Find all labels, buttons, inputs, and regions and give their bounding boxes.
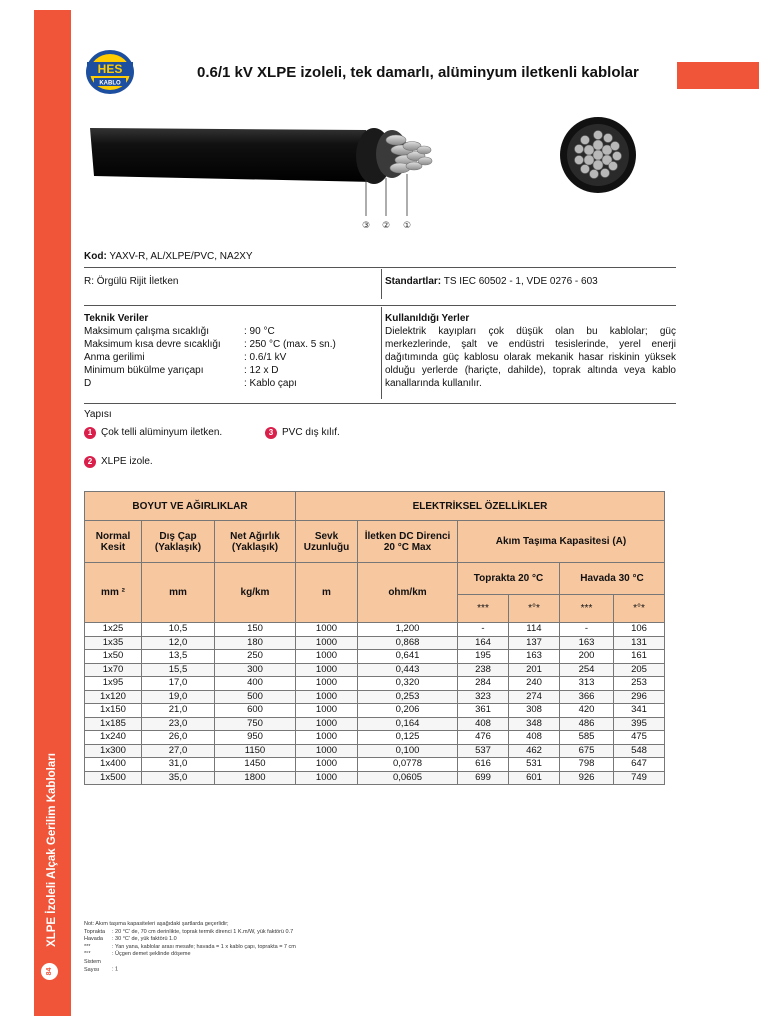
- table-body: [85, 623, 665, 785]
- table-cell: 348: [509, 717, 560, 731]
- number-badge: 2: [84, 456, 96, 468]
- table-cell: 240: [509, 677, 560, 691]
- table-cell: 462: [509, 744, 560, 758]
- standards-value: TS IEC 60502 - 1, VDE 0276 - 603: [443, 276, 598, 287]
- table-cell: 1,200: [358, 623, 458, 637]
- group-header: ELEKTRİKSEL ÖZELLİKLER: [296, 492, 665, 521]
- table-cell: 601: [509, 771, 560, 785]
- callout-3: ③: [361, 221, 371, 230]
- table-cell: 420: [560, 704, 614, 718]
- table-cell: 476: [458, 731, 509, 745]
- note-key: Toprakta: [84, 928, 106, 935]
- table-cell: 0,206: [358, 704, 458, 718]
- symbol-cell: ***: [458, 595, 509, 623]
- table-cell: 21,0: [142, 704, 215, 718]
- table-cell: 749: [614, 771, 665, 785]
- table-cell: 17,0: [142, 677, 215, 691]
- table-row: [85, 744, 665, 758]
- table-cell: 0,443: [358, 663, 458, 677]
- structure-item: 1 Çok telli alüminyum iletken.: [84, 426, 222, 439]
- symbol-cell: *°*: [509, 595, 560, 623]
- table-row: [85, 663, 665, 677]
- table-row: [85, 690, 665, 704]
- spec-row: Maksimum kısa devre sıcaklığı : 250 °C (max. 5 sn.): [84, 339, 336, 350]
- table-cell: 1000: [296, 623, 358, 637]
- table-cell: 1x185: [85, 717, 142, 731]
- table-row: [85, 717, 665, 731]
- table-cell: 537: [458, 744, 509, 758]
- footnotes: [84, 921, 296, 974]
- table-cell: 1x150: [85, 704, 142, 718]
- table-cell: 1x35: [85, 636, 142, 650]
- spec-row: D : Kablo çapı: [84, 378, 297, 389]
- symbol-cell: ***: [560, 595, 614, 623]
- table-cell: 408: [509, 731, 560, 745]
- table-cell: 1000: [296, 744, 358, 758]
- table-cell: 361: [458, 704, 509, 718]
- table-cell: 1000: [296, 717, 358, 731]
- table-cell: 274: [509, 690, 560, 704]
- page-number: 84: [41, 963, 58, 980]
- table-cell: 1150: [215, 744, 296, 758]
- note-line: [84, 929, 296, 937]
- note-line: [84, 951, 296, 959]
- cable-spec-table: [84, 491, 665, 785]
- note-line: [84, 936, 296, 944]
- table-cell: 926: [560, 771, 614, 785]
- table-cell: 0,164: [358, 717, 458, 731]
- symbol-cell: *°*: [614, 595, 665, 623]
- table-cell: 201: [509, 663, 560, 677]
- spec-row: Maksimum çalışma sıcaklığı : 90 °C: [84, 326, 275, 337]
- note-key: Sistem Sayısı: [84, 958, 101, 973]
- side-label: XLPE İzoleli Alçak Gerilim Kabloları: [46, 753, 58, 947]
- table-cell: 323: [458, 690, 509, 704]
- table-cell: 205: [614, 663, 665, 677]
- table-cell: 1x25: [85, 623, 142, 637]
- hes-kablo-logo: [84, 48, 136, 96]
- column-header: Sevk Uzunluğu: [296, 521, 358, 563]
- table-cell: 0,253: [358, 690, 458, 704]
- table-cell: 750: [215, 717, 296, 731]
- note-key: Havada: [84, 936, 103, 943]
- table-cell: 366: [560, 690, 614, 704]
- table-cell: 296: [614, 690, 665, 704]
- code-value: YAXV-R, AL/XLPE/PVC, NA2XY: [109, 251, 253, 262]
- column-header: Dış Çap (Yaklaşık): [142, 521, 215, 563]
- table-cell: 675: [560, 744, 614, 758]
- sub-header: Havada 30 °C: [560, 563, 665, 595]
- table-cell: 1000: [296, 690, 358, 704]
- unit-cell: m: [296, 563, 358, 623]
- table-cell: 500: [215, 690, 296, 704]
- table-row: [85, 677, 665, 691]
- table-cell: 284: [458, 677, 509, 691]
- table-row: [85, 731, 665, 745]
- code-label: Kod:: [84, 251, 107, 262]
- table-cell: 1x95: [85, 677, 142, 691]
- code-line: [84, 250, 253, 263]
- table-cell: 585: [560, 731, 614, 745]
- divider: [84, 305, 676, 306]
- spec-row: Minimum bükülme yarıçapı : 12 x D: [84, 365, 279, 376]
- table-cell: 1000: [296, 677, 358, 691]
- column-header: Net Ağırlık (Yaklaşık): [215, 521, 296, 563]
- unit-cell: mm: [142, 563, 215, 623]
- table-cell: 254: [560, 663, 614, 677]
- table-cell: 1000: [296, 731, 358, 745]
- column-header: Akım Taşıma Kapasitesi (A): [458, 521, 665, 563]
- table-cell: 950: [215, 731, 296, 745]
- table-cell: 408: [458, 717, 509, 731]
- table-cell: 27,0: [142, 744, 215, 758]
- table-row: [85, 650, 665, 664]
- note-key: *°*: [84, 951, 91, 958]
- page-title: 0.6/1 kV XLPE izoleli, tek damarlı, alüminyum iletkenli kablolar: [197, 64, 639, 81]
- table-cell: 1x400: [85, 758, 142, 772]
- table-cell: 106: [614, 623, 665, 637]
- table-cell: 137: [509, 636, 560, 650]
- table-cell: 647: [614, 758, 665, 772]
- table-cell: 250: [215, 650, 296, 664]
- table-cell: 13,5: [142, 650, 215, 664]
- standards-line: [385, 275, 598, 288]
- table-cell: 19,0: [142, 690, 215, 704]
- conductor-note: R: Örgülü Rijit İletken: [84, 276, 179, 287]
- number-badge: 1: [84, 427, 96, 439]
- table-cell: 400: [215, 677, 296, 691]
- table-cell: 1450: [215, 758, 296, 772]
- table-cell: 475: [614, 731, 665, 745]
- table-row: [85, 623, 665, 637]
- table-cell: 1x50: [85, 650, 142, 664]
- table-cell: 1000: [296, 636, 358, 650]
- table-cell: 114: [509, 623, 560, 637]
- spec-row: Anma gerilimi : 0.6/1 kV: [84, 352, 287, 363]
- table-cell: 341: [614, 704, 665, 718]
- table-cell: 0,641: [358, 650, 458, 664]
- table-cell: 1000: [296, 650, 358, 664]
- table-cell: 548: [614, 744, 665, 758]
- unit-cell: mm ²: [85, 563, 142, 623]
- table-cell: 0,125: [358, 731, 458, 745]
- table-cell: 0,320: [358, 677, 458, 691]
- table-cell: 164: [458, 636, 509, 650]
- note-value: : Üçgen demet şeklinde döşeme: [112, 951, 191, 958]
- structure-item: 3 PVC dış kılıf.: [265, 426, 340, 439]
- table-cell: 180: [215, 636, 296, 650]
- table-cell: 1000: [296, 704, 358, 718]
- table-cell: 0,100: [358, 744, 458, 758]
- table-cell: -: [458, 623, 509, 637]
- standards-label: Standartlar:: [385, 276, 442, 287]
- group-header: BOYUT VE AĞIRLIKLAR: [85, 492, 296, 521]
- table-cell: 600: [215, 704, 296, 718]
- table-cell: 308: [509, 704, 560, 718]
- table-cell: 1x240: [85, 731, 142, 745]
- table-cell: 0,0605: [358, 771, 458, 785]
- table-cell: 35,0: [142, 771, 215, 785]
- table-cell: 0,868: [358, 636, 458, 650]
- table-cell: 1000: [296, 771, 358, 785]
- table-cell: 313: [560, 677, 614, 691]
- table-cell: 163: [509, 650, 560, 664]
- usage-heading: Kullanıldığı Yerler: [385, 313, 470, 324]
- table-cell: 798: [560, 758, 614, 772]
- note-value: : 1: [112, 966, 119, 973]
- table-cell: 1000: [296, 758, 358, 772]
- table-cell: 1x300: [85, 744, 142, 758]
- note-value: : 20 °C' de, 70 cm derinlikte, toprak termik direnci 1 K.m/W, yük faktörü 0.7: [112, 928, 294, 935]
- table-cell: 161: [614, 650, 665, 664]
- table-cell: 1x120: [85, 690, 142, 704]
- table-row: [85, 704, 665, 718]
- table-cell: 253: [614, 677, 665, 691]
- note-value: : 30 °C' de, yük faktörü 1.0: [112, 936, 177, 943]
- table-cell: 0,0778: [358, 758, 458, 772]
- divider: [84, 267, 676, 268]
- table-cell: 31,0: [142, 758, 215, 772]
- table-cell: 395: [614, 717, 665, 731]
- note-value: : Yan yana, kablolar arası mesafe; havada = 1 x kablo çapı, toprakta = 7 cm: [112, 943, 296, 950]
- svg-text:HES: HES: [97, 62, 123, 76]
- table-row: [85, 758, 665, 772]
- table-cell: 1x70: [85, 663, 142, 677]
- number-badge: 3: [265, 427, 277, 439]
- callout-2: ②: [381, 221, 391, 230]
- table-cell: 486: [560, 717, 614, 731]
- table-cell: 238: [458, 663, 509, 677]
- unit-cell: ohm/km: [358, 563, 458, 623]
- table-row: [85, 771, 665, 785]
- technical-heading: Teknik Veriler: [84, 313, 149, 324]
- table-cell: 15,5: [142, 663, 215, 677]
- usage-section: [385, 312, 676, 390]
- table-cell: 531: [509, 758, 560, 772]
- table-cell: 699: [458, 771, 509, 785]
- sub-header: Toprakta 20 °C: [458, 563, 560, 595]
- table-cell: 195: [458, 650, 509, 664]
- structure-heading: Yapısı: [84, 409, 112, 420]
- divider: [381, 307, 382, 399]
- column-header: Normal Kesit: [85, 521, 142, 563]
- structure-item: 2 XLPE izole.: [84, 455, 153, 468]
- table-cell: 1000: [296, 663, 358, 677]
- table-cell: 616: [458, 758, 509, 772]
- table-cell: 200: [560, 650, 614, 664]
- divider: [84, 403, 676, 404]
- technical-data: [84, 312, 374, 390]
- table-row: [85, 636, 665, 650]
- table-cell: 26,0: [142, 731, 215, 745]
- cable-cross-section-image: [558, 115, 638, 195]
- callout-1: ①: [402, 221, 412, 230]
- table-cell: 10,5: [142, 623, 215, 637]
- cable-side-image: [84, 120, 444, 230]
- table-cell: 12,0: [142, 636, 215, 650]
- table-cell: 1800: [215, 771, 296, 785]
- table-cell: 1x500: [85, 771, 142, 785]
- usage-text: Dielektrik kayıpları çok düşük olan bu kablolar; güç merkezlerinde, şalt ve endüstri tesislerinde, yerel enerji dağıtımında güç kablosu olarak mekanik hasar riskinin yüksek olduğu yerlerde (hariçte, dahilde), toprak altında veya kablo kanallarında kullanılır.: [385, 326, 676, 389]
- table-cell: 131: [614, 636, 665, 650]
- unit-cell: kg/km: [215, 563, 296, 623]
- notes-lines: [84, 929, 296, 975]
- table-cell: 23,0: [142, 717, 215, 731]
- divider: [381, 269, 382, 299]
- svg-text:KABLO: KABLO: [99, 80, 121, 87]
- table-cell: 163: [560, 636, 614, 650]
- header-tab: [677, 62, 759, 89]
- table-cell: 300: [215, 663, 296, 677]
- table-cell: 150: [215, 623, 296, 637]
- column-header: İletken DC Direnci 20 °C Max: [358, 521, 458, 563]
- note-key: ***: [84, 943, 91, 950]
- notes-intro: Not: Akım taşıma kapasiteleri aşağıdaki şartlarda geçerlidir;: [84, 921, 229, 927]
- table-cell: -: [560, 623, 614, 637]
- note-line: [84, 959, 296, 974]
